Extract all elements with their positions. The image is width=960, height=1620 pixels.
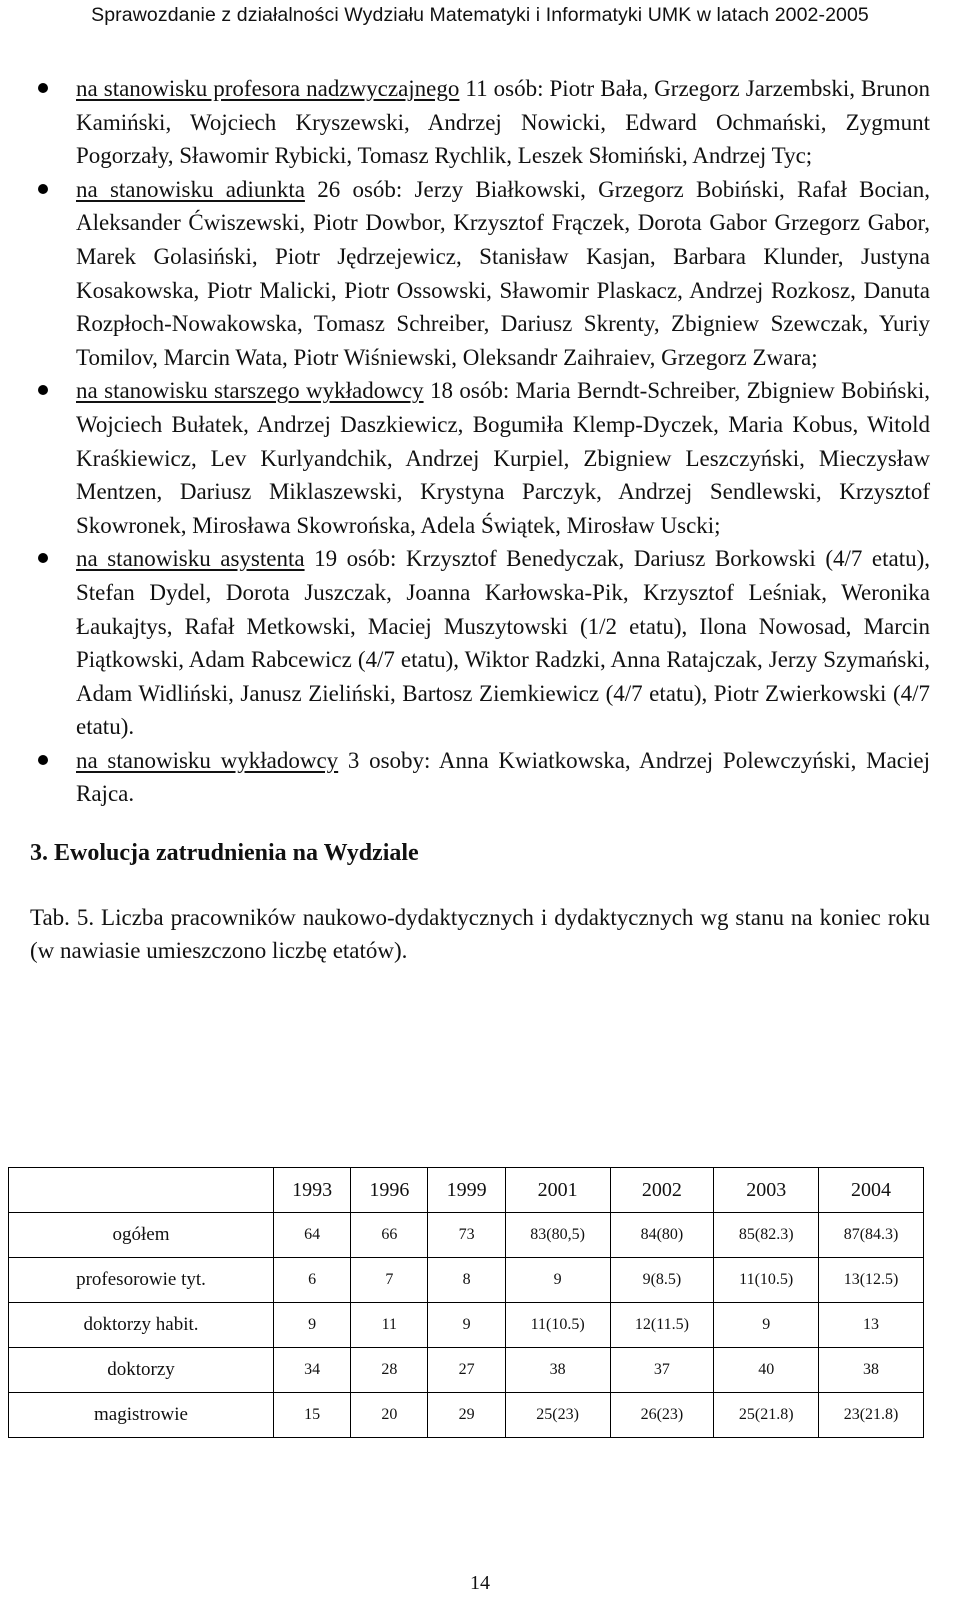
table-corner-cell: [9, 1168, 274, 1213]
table-cell: 87(84.3): [819, 1213, 924, 1258]
table-cell: 11(10.5): [505, 1303, 610, 1348]
table-cell: 85(82.3): [714, 1213, 819, 1258]
table-cell: 11: [351, 1303, 428, 1348]
table-cell: 13: [819, 1303, 924, 1348]
table-cell: 66: [351, 1213, 428, 1258]
year-header: 2004: [819, 1168, 924, 1213]
section-title: 3. Ewolucja zatrudnienia na Wydziale: [30, 840, 419, 867]
page-number: 14: [470, 1572, 490, 1594]
position-title: na stanowisku asystenta: [76, 546, 305, 572]
table-cell: 9: [714, 1303, 819, 1348]
table-cell: 9: [505, 1258, 610, 1303]
table-cell: 73: [428, 1213, 505, 1258]
list-item: [30, 374, 930, 542]
table-cell: 83(80,5): [505, 1213, 610, 1258]
bullet-icon: [38, 184, 48, 194]
table-cell: 11(10.5): [714, 1258, 819, 1303]
table-cell: 8: [428, 1258, 505, 1303]
running-header: Sprawozdanie z działalności Wydziału Matematyki i Informatyki UMK w latach 2002-2005: [91, 4, 869, 26]
staff-names: 26 osób: Jerzy Białkowski, Grzegorz Bobiński, Rafał Bocian, Aleksander Ćwiszewski, Piotr Dowbor, Krzysztof Frączek, Dorota Gabor Grzegorz Gabor, Marek Golasiński, Piotr Jędrzejewicz, Stanisław Kasjan, Barbara Klunder, Justyna Kosakowska, Piotr Malicki, Piotr Ossowski, Sławomir Plaskacz, Andrzej Rozkosz, Danuta Rozpłoch-Nowakowska, Tomasz Schreiber, Dariusz Skrenty, Zbigniew Szewczak, Yuriy Tomilov, Marcin Wata, Piotr Wiśniewski, Oleksandr Zaihraiev, Grzegorz Zwara;: [76, 176, 931, 370]
row-label: ogółem: [9, 1213, 274, 1258]
position-title: na stanowisku wykładowcy: [76, 747, 339, 773]
table-cell: 29: [428, 1393, 505, 1438]
table-header-row: [9, 1168, 924, 1213]
row-label: doktorzy habit.: [9, 1303, 274, 1348]
list-item: [30, 72, 930, 173]
table-row: [9, 1258, 924, 1303]
table-cell: 13(12.5): [819, 1258, 924, 1303]
year-header: 2001: [505, 1168, 610, 1213]
bullet-icon: [38, 553, 48, 563]
staff-names: 3 osoby: Anna Kwiatkowska, Andrzej Polewczyński, Maciej Rajca.: [76, 747, 930, 807]
table-cell: 28: [351, 1348, 428, 1393]
table-cell: 12(11.5): [610, 1303, 714, 1348]
employment-table: [8, 1167, 924, 1438]
staff-names: 11 osób: Piotr Bała, Grzegorz Jarzembski, Brunon Kamiński, Wojciech Kryszewski, Andrzej Nowicki, Edward Ochmański, Zygmunt Pogorzały, Sławomir Rybicki, Tomasz Rychlik, Leszek Słomiński, Andrzej Tyc;: [76, 76, 931, 169]
list-item: [30, 744, 930, 811]
table-cell: 38: [819, 1348, 924, 1393]
year-header: 1993: [274, 1168, 351, 1213]
bullet-icon: [38, 385, 48, 395]
table-cell: 26(23): [610, 1393, 714, 1438]
table-cell: 64: [274, 1213, 351, 1258]
table-row: [9, 1393, 924, 1438]
position-title: na stanowisku profesora nadzwyczajnego: [76, 76, 460, 101]
table-cell: 9: [428, 1303, 505, 1348]
table-cell: 25(23): [505, 1393, 610, 1438]
table-row: [9, 1213, 924, 1258]
table-cell: 38: [505, 1348, 610, 1393]
table-cell: 40: [714, 1348, 819, 1393]
table-caption: Tab. 5. Liczba pracowników naukowo-dydaktycznych i dydaktycznych wg stanu na koniec roku (w nawiasie umieszczono liczbę etatów).: [30, 905, 930, 964]
table-cell: 37: [610, 1348, 714, 1393]
staff-names: 19 osób: Krzysztof Benedyczak, Dariusz Borkowski (4/7 etatu), Stefan Dydel, Dorota Juszczak, Joanna Karłowska-Pik, Krzysztof Leśniak, Weronika Łaukajtys, Rafał Metkowski, Maciej Muszytowski (1/2 etatu), Ilona Nowosad, Marcin Piątkowski, Adam Rabcewicz (4/7 etatu), Wiktor Radzki, Anna Ratajczak, Jerzy Szymański, Adam Widliński, Janusz Zieliński, Bartosz Ziemkiewicz (4/7 etatu), Piotr Zwierkowski (4/7 etatu).: [76, 546, 931, 740]
staff-names: 18 osób: Maria Berndt-Schreiber, Zbigniew Bobiński, Wojciech Bułatek, Andrzej Daszkiewicz, Bogumiła Klemp-Dyczek, Maria Kobus, Witold Kraśkiewicz, Lev Kurlyandchik, Andrzej Kurpiel, Zbigniew Leszczyński, Mieczysław Mentzen, Dariusz Miklaszewski, Krystyna Parczyk, Andrzej Sendlewski, Krzysztof Skowronek, Mirosława Skowrońska, Adela Świątek, Mirosław Uscki;: [76, 378, 930, 538]
staff-list: [30, 72, 930, 811]
table-cell: 84(80): [610, 1213, 714, 1258]
list-item: [30, 542, 930, 744]
position-title: na stanowisku adiunkta: [76, 176, 305, 202]
row-label: profesorowie tyt.: [9, 1258, 274, 1303]
row-label: doktorzy: [9, 1348, 274, 1393]
table-cell: 25(21.8): [714, 1393, 819, 1438]
row-label: magistrowie: [9, 1393, 274, 1438]
table-cell: 15: [274, 1393, 351, 1438]
year-header: 1999: [428, 1168, 505, 1213]
table-row: [9, 1303, 924, 1348]
year-header: 1996: [351, 1168, 428, 1213]
table-cell: 6: [274, 1258, 351, 1303]
year-header: 2003: [714, 1168, 819, 1213]
page-content: [30, 72, 930, 967]
table-cell: 7: [351, 1258, 428, 1303]
table-cell: 9: [274, 1303, 351, 1348]
table-cell: 27: [428, 1348, 505, 1393]
bullet-icon: [38, 83, 48, 93]
list-item: [30, 173, 930, 375]
year-header: 2002: [610, 1168, 714, 1213]
table-cell: 23(21.8): [819, 1393, 924, 1438]
table-cell: 9(8.5): [610, 1258, 714, 1303]
table-row: [9, 1348, 924, 1393]
bullet-icon: [38, 755, 48, 765]
position-title: na stanowisku starszego wykładowcy: [76, 378, 424, 404]
table-cell: 34: [274, 1348, 351, 1393]
table-cell: 20: [351, 1393, 428, 1438]
